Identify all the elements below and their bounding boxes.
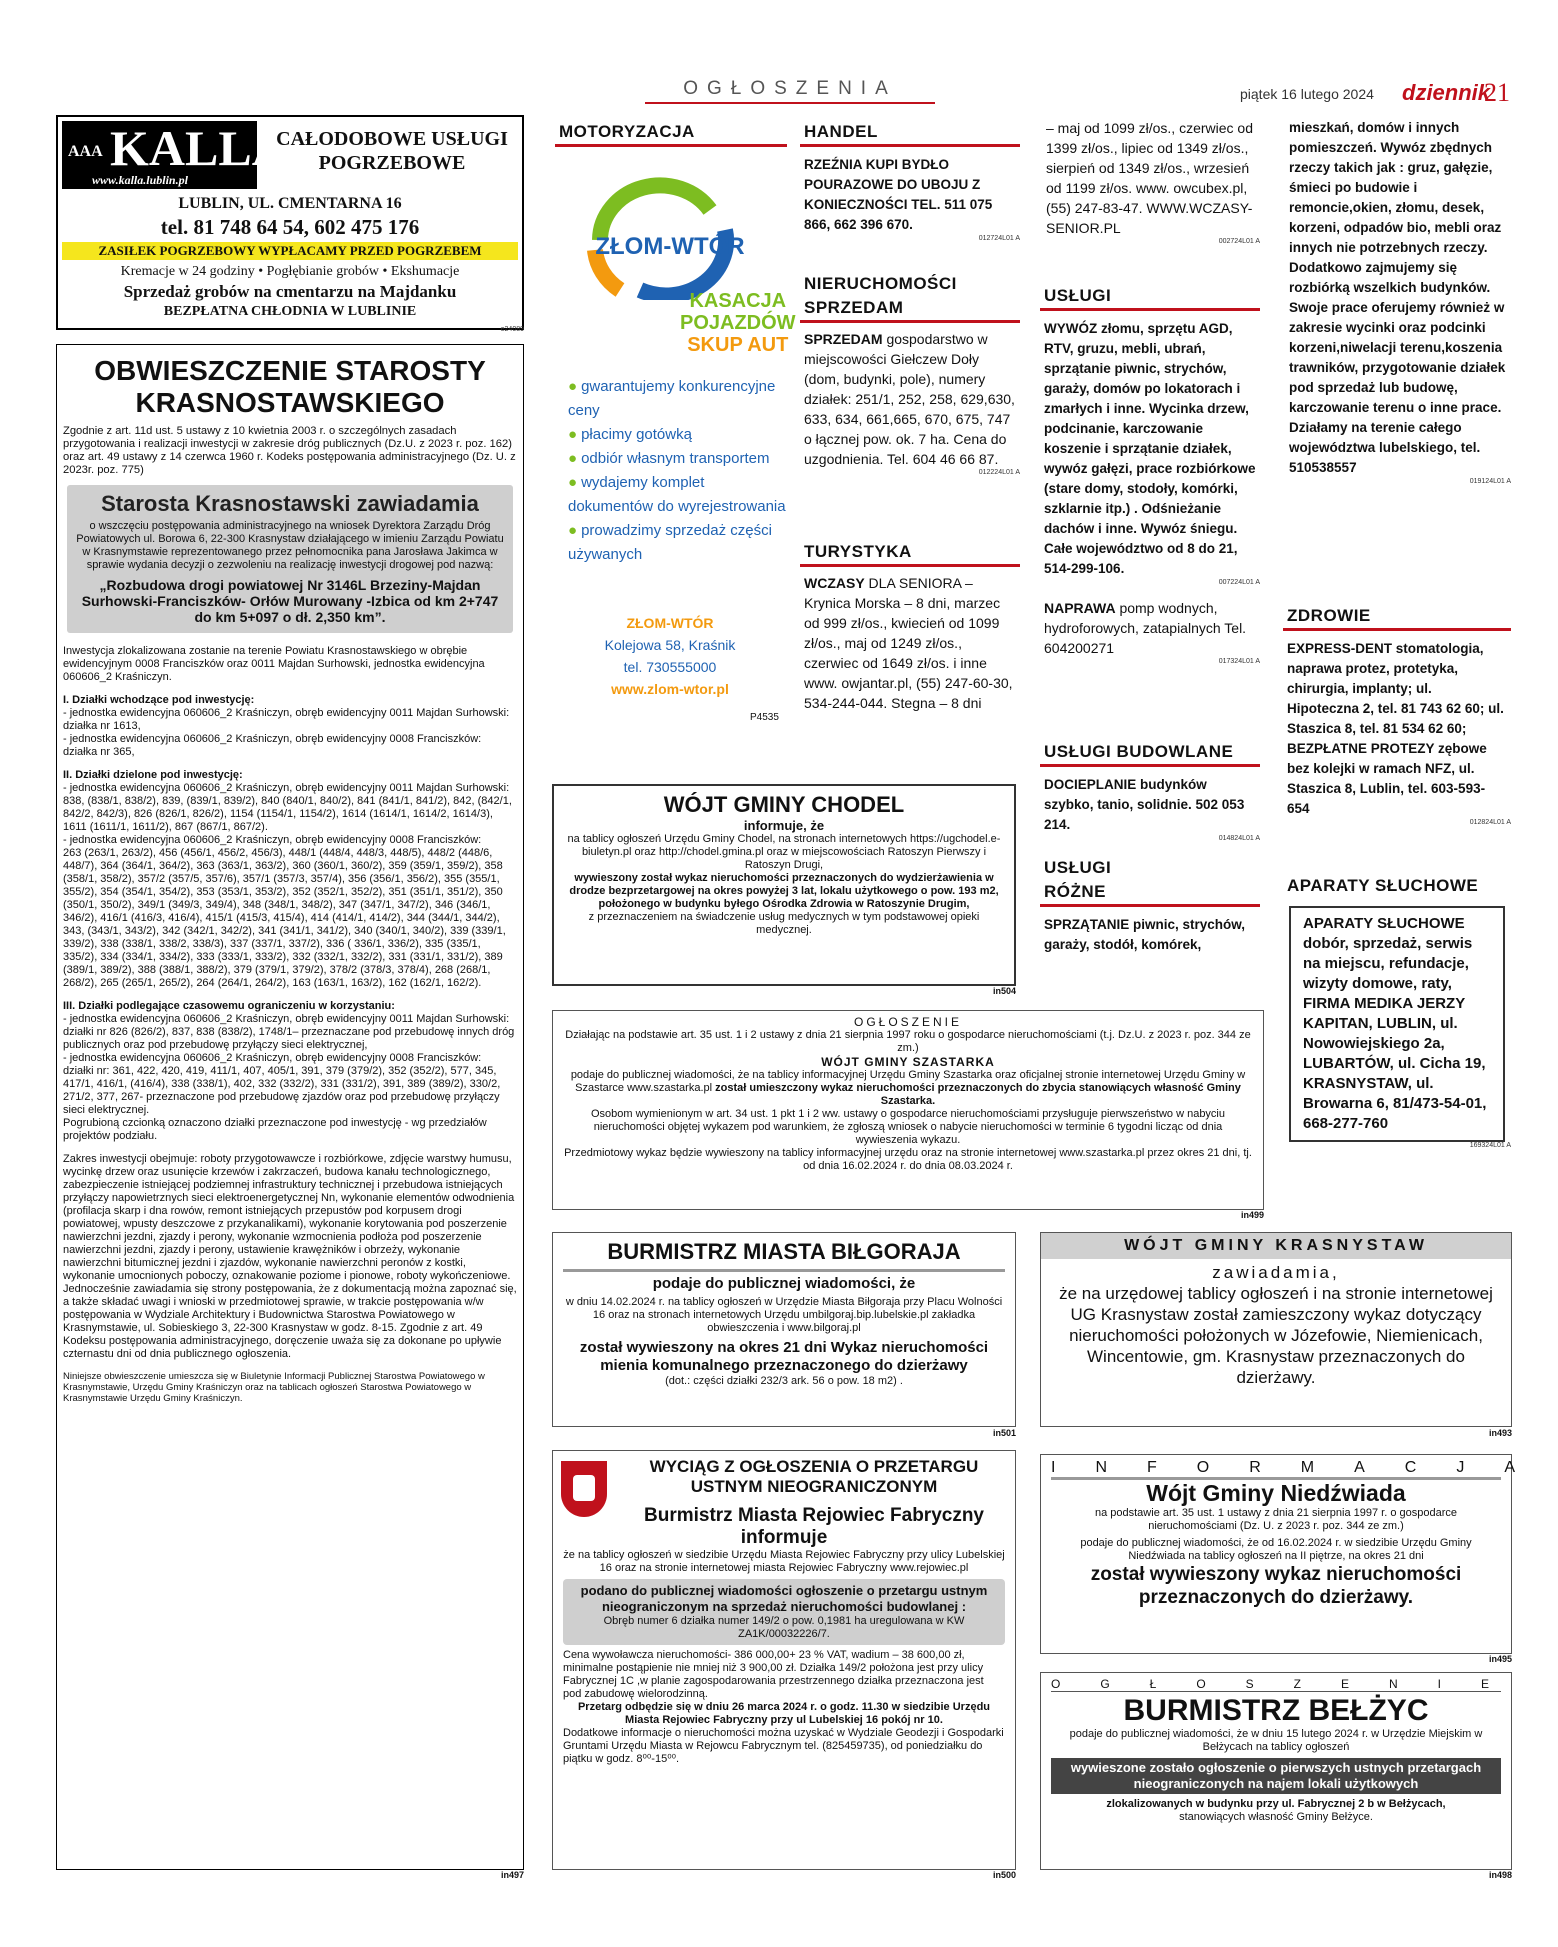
bilgoraj-p3: (dot.: części działki 232/3 ark. 56 o pow. 18 m2) . xyxy=(665,1375,903,1387)
szastarka-p2 xyxy=(563,1069,1253,1108)
budowlane-section xyxy=(1040,740,1260,842)
bullet-item: ● płacimy gotówką xyxy=(568,423,788,447)
rejowiec-p3: Przetarg odbędzie się w dniu 26 marca 2024 r. o godz. 11.30 w siedzibie Urzędu Miasta Rejowiec Fabryczny przy ul Lubelskiej 16 pokój nr 10. xyxy=(577,1701,991,1726)
bullet-item: ● odbiór własnym transportem xyxy=(568,447,788,471)
uslugi-naprawa xyxy=(1040,598,1260,658)
aparaty-code: 169324L01 A xyxy=(1469,1142,1511,1149)
krasnystaw-sub: zawiadamia, xyxy=(1212,1263,1340,1282)
motoryzacja-contact xyxy=(580,612,760,700)
zdrowie-code: 012824L01 A xyxy=(1469,819,1511,826)
budowlane-header: USŁUGI BUDOWLANE xyxy=(1040,740,1260,767)
krasnystaw-text: że na urzędowej tablicy ogłoszeń i na stronie internetowej UG Krasnystaw został zamieszczony wykaz dotyczący nieruchomości położonych w Józefowie, Niemienicach, Wincentowie, gm. Krasnystaw przeznaczonych do dzierżawy. xyxy=(1059,1284,1493,1387)
rozne-cont: mieszkań, domów i innych pomieszczeń. Wywóz zbędnych rzeczy takich jak : gruz, gałęzie, śmieci po budowie i remoncie,okien, złomu, desek, korzeni, odpadów bio, mebli oraz innych nie potrzebnych rzeczy. Dodatkowo zajmujemy się rozbiórką wszelkich budynków. Swoje prace oferujemy również w zakresie wycinki oraz podcinki korzeni,niwelacji terenu,koszenia trawników, przygotowanie działek pod sprzedaż lub budowę, karczowanie terenu o inne prace. Działamy na terenie całego województwa lubelskiego, tel. 510538557 xyxy=(1289,120,1506,475)
motoryzacja-bullets xyxy=(568,375,788,567)
rejowiec-p2: Cena wywoławcza nieruchomości- 386 000,00+ 23 % VAT, wadium – 38 600,00 zł, minimalne postąpienie nie mniej niż 3 900,00 zł. Działka 149/2 położona jest przy ulicy Fabrycznej 1C ,w planie zagospodarowania przestrzennego działka przeznaczona jest pod zabudowę wielorodzinną. xyxy=(563,1649,984,1700)
kalla-title-line2: POGRZEBOWE xyxy=(318,152,466,174)
chodel-notice xyxy=(552,784,1016,986)
belzyce-p1: podaje do publicznej wiadomości, że w dniu 15 lutego 2024 r. w Urzędzie Miejskim w Bełżycach na tablicy ogłoszeń xyxy=(1069,1728,1483,1753)
uslugi-section xyxy=(1040,284,1260,665)
aparaty-section xyxy=(1283,874,1511,1149)
uslugi-code2: 017324L01 A xyxy=(1218,658,1260,665)
brand-logo: dziennik xyxy=(1402,80,1491,105)
turystyka-code: 002724L01 A xyxy=(1218,238,1260,245)
motoryzacja-section xyxy=(555,120,787,147)
turystyka-continued xyxy=(1042,118,1260,245)
starosta-footer: Niniejsze obwieszczenie umieszcza się w Biuletynie Informacji Publicznej Starostwa Powiatowego w Krasnymstawie, Urzędu Gminy Kraśniczyn oraz na tablicach ogłoszeń Starostwa Powiatowego w Krasnymstawie Urzędu Gminy Kraśniczyn. xyxy=(63,1371,485,1404)
rejowiec-box1: podano do publicznej wiadomości ogłoszenie o przetargu ustnym nieograniczonym na sprzedaż nieruchomości budowlanej : xyxy=(580,1583,988,1614)
bilgoraj-title: BURMISTRZ MIASTA BIŁGORAJA xyxy=(607,1239,961,1264)
belzyce-p2: zlokalizowanych w budynku przy ul. Fabrycznej 2 b w Bełżycach, xyxy=(1106,1798,1446,1810)
uslugi-naprawa-lead: NAPRAWA xyxy=(1044,600,1116,616)
rejowiec-title2: USTNYM NIEOGRANICZONYM xyxy=(690,1477,938,1496)
szastarka-p2-body: podaje do publicznej wiadomości, że na tablicy informacyjnej Urzędu Gminy Szastarka oraz oficjalnej stronie internetowej Urzędu Gminy w Szastarce www.szastarka.pl xyxy=(570,1069,1246,1094)
starosta-s3-text: - jednostka ewidencyjna 060606_2 Kraśniczyn, obręb ewidencyjny 0011 Majdan Surhowski: działki nr 826 (826/2), 837, 838 (838/2), 1748/1– przeznaczane pod przebudowę innych dróg publicznych oraz pod przebudowę przyłączy sieci elektrycznej, - jednostka ewidencyjna 060606_2 Kraśniczyn, obręb ewidencyjny 0008 Franciszków: działki nr: 361, 422, 420, 419, 411/1, 407, 405/1, 391, 379 (379/2), 352 (352/2), 577, 345, 417/1, 416/1, (416/4), 338 (338/1), 402, 332 (332/2), 331 (331/2), 391, 389 (389/2), 330/2, 271/2, 377, 267- przeznaczone pod przebudowę zjazdów oraz pod przebudowę przyłączy sieci elektrycznej. Pogrubioną czcionką oznaczono działki przeznaczone pod inwestycję - wg przedziałów projektów podziału. xyxy=(63,1013,515,1142)
rozne-section xyxy=(1040,856,1260,955)
kalla-aaa: AAA xyxy=(68,143,103,160)
chodel-p1: na tablicy ogłoszeń Urzędu Gminy Chodel, na stronach internetowych https://ugchodel.e-biuletyn.pl oraz http://chodel.gmina.pl oraz w miejscowościach Ratoszyn Pierwszy i Ratoszyn Drugi, xyxy=(567,833,1001,871)
kalla-cemetery: Sprzedaż grobów na cmentarzu na Majdanku xyxy=(123,282,457,301)
starosta-box-project: „Rozbudowa drogi powiatowej Nr 3146L Brzeziny-Majdan Surhowski-Franciszków- Orłów Murowany -Izbica od km 2+747 do km 5+097 o dł. 2,350 km”. xyxy=(81,577,499,625)
issue-date: piątek 16 lutego 2024 xyxy=(1240,86,1374,102)
budowlane-code: 014824L01 A xyxy=(1218,835,1260,842)
uslugi-header: USŁUGI xyxy=(1040,284,1260,311)
starosta-scope: Zakres inwestycji obejmuje: roboty przygotowawcze i rozbiórkowe, zdjęcie warstwy humusu, wycinkę drzew oraz usunięcie krzewów i zakrzaczeń, budowa kanału technologicznego, zabezpieczenie istniejącej podziemnej infrastruktury technicznej i przebudowa istniejących przyłączy napowietrznych sieci elektroenergetycznej Nn, wykonanie elementów odwodnienia (profilacja skarp i dna rowów, remont istniejących przepustów pod korpusem drogi powiatowej, wpusty deszczowe z przykanalikami), wykonanie korytowania pod poszerzenie nawierzchni jezdni, zjazdy i perony, wykonanie wzmocnienia podłoża pod poszerzenie nawierzchni jezdni, zjazdy i perony, ustawienie krawężników i obrzeży, wykonanie nawierzchni bitumicznej jezdni i zjazdów, wykonanie nawierzchni peronów z kostki, wykonanie umocnionych poboczy, oznakowanie poziome i pionowe, roboty wykończeniowe. Jednocześnie zawiadamia się strony postępowania, że z dokumentacją można zapoznać się, a także składać uwagi i wnioski w przedmiotowej sprawie, w trakcie postępowania w/w postępowania w Wydziale Architektury i Budownictwa Starostwa Powiatowego w Krasnymstawie, ul. Sobieskiego 3, 22-300 Krasnystaw w godz. 8-15. Zgodnie z art. 49 Kodeksu postępowania administracyjnego, doręczenie uważa się za dokonane po upływie czternastu dni od dnia publicznego ogłoszenia. xyxy=(63,1153,517,1360)
starosta-s1-text: - jednostka ewidencyjna 060606_2 Kraśniczyn, obręb ewidencyjny 0011 Majdan Surhowski: działka nr 1613, - jednostka ewidencyjna 060606_2 Kraśniczyn, obręb ewidencyjny 0008 Franciszków: działka nr 365, xyxy=(63,707,510,758)
szastarka-label: OGŁOSZENIE xyxy=(853,1015,963,1029)
handel-header: HANDEL xyxy=(800,120,1020,147)
page-header-section xyxy=(645,78,935,104)
aparaty-text: APARATY SŁUCHOWE dobór, sprzedaż, serwis na miejscu, refundacje, wizyty domowe, raty, FIRMA MEDIKA JERZY KAPITAN, LUBLIN, ul. Nowowiejskiego 2a, LUBARTÓW, ul. Cicha 19, KRASNYSTAW, ul. Browarna 6, 81/473-54-01, 668-277-760 xyxy=(1303,915,1487,1132)
bullet-item: ● prowadzimy sprzedaż części używanych xyxy=(568,519,788,567)
kalla-services: Kremacje w 24 godziny • Pogłębianie grobów • Ekshumacje xyxy=(120,264,460,279)
kalla-title-line1: CAŁODOBOWE USŁUGI xyxy=(276,128,508,150)
belzyce-title: BURMISTRZ BEŁŻYC xyxy=(1123,1694,1429,1727)
nieruchomosci-lead: SPRZEDAM xyxy=(804,331,883,347)
chodel-p3: z przeznaczeniem na świadczenie usług medycznych w tym podstawowej opieki medycznej. xyxy=(588,911,980,936)
motoryzacja-phone: tel. 730555000 xyxy=(623,659,717,675)
uslugi-text: WYWÓZ złomu, sprzętu AGD, RTV, gruzu, mebli, ubrań, sprzątanie piwnic, strychów, garaży, domów po lokatorach i zmarłych i inne. Wycinka drzew, podcinanie, karczowanie koszenie i sprzątanie działek, wywóz gałęzi, prace rozbiórkowe (stare domy, stodoły, komórki, szklarnie itp.) . Odśnieżanie dachów i inne. Wywóz śniegu. Całe województwo od 8 do 21, 514-299-106. xyxy=(1044,321,1256,576)
niedzwiada-notice xyxy=(1040,1454,1555,1654)
szastarka-notice xyxy=(552,1010,1264,1210)
belzyce-label: OGŁOSZENIE xyxy=(1051,1677,1530,1691)
rejowiec-p1: że na tablicy ogłoszeń w siedzibie Urzędu Miasta Rejowiec Fabryczny przy ulicy Lubelskiej 16 oraz na stronie internetowej miasta Rejowiec Fabryczny www.rejowiec.pl xyxy=(563,1549,1005,1574)
belzyce-code: in498 xyxy=(1488,1870,1512,1880)
kalla-code: e24089 xyxy=(500,326,524,333)
bullet-item: ● gwarantujemy konkurencyjne ceny xyxy=(568,375,788,423)
handel-text: RZEŹNIA KUPI BYDŁO POURAZOWE DO UBOJU Z KONIECZNOŚCI TEL. 511 075 866, 662 396 670. xyxy=(804,157,993,232)
motoryzacja-name: ZŁOM-WTÓR xyxy=(626,615,714,631)
motoryzacja-code: P4535 xyxy=(750,712,779,723)
nieruchomosci-code: 012224L01 A xyxy=(978,469,1020,476)
belzyce-banner: wywieszone zostało ogłoszenie o pierwszych ustnych przetargach nieograniczonych na najem lokali użytkowych xyxy=(1051,1758,1501,1794)
starosta-s1-title: I. Działki wchodzące pod inwestycję: xyxy=(63,694,255,706)
kasacja-text: KASACJA xyxy=(689,290,787,312)
rejowiec-sub2: informuje xyxy=(740,1527,828,1548)
starosta-title1: OBWIESZCZENIE STAROSTY xyxy=(94,355,486,386)
starosta-location: Inwestycja zlokalizowana zostanie na terenie Powiatu Krasnostawskiego w obrębie ewidencyjnym 0008 Franciszków oraz 0011 Majdan Surhowski, jednostka ewidencyjna 060606_2 Kraśniczyn. xyxy=(63,645,485,683)
motoryzacja-www: www.zlom-wtor.pl xyxy=(611,681,729,697)
turystyka-cont: – maj od 1099 zł/os., czerwiec od 1399 zł/os., lipiec od 1349 zł/os., sierpień od 1349 zł/os., wrzesień od 1199 zł/os. www. owcubex.pl, (55) 247-83-47. WWW.WCZASY-SENIOR.PL xyxy=(1046,120,1253,236)
chodel-sub: informuje, że xyxy=(743,818,825,833)
kalla-phone: tel. 81 748 64 54, 602 475 176 xyxy=(160,215,420,239)
nieruchomosci-section xyxy=(800,272,1020,476)
starosta-box xyxy=(67,485,513,633)
rejowiec-box xyxy=(563,1579,1005,1645)
kalla-title xyxy=(263,127,521,175)
rejowiec-notice xyxy=(552,1450,1016,1870)
belzyce-p3: stanowiących własność Gminy Bełżyce. xyxy=(1179,1811,1373,1823)
nieruchomosci-body: gospodarstwo w miejscowości Giełczew Doły (dom, budynki, pole), numery działek: 251/1, 252, 258, 629,630, 633, 634, 661,665, 670, 675, 747 o łącznej pow. ok. 7 ha. Cena do uzgodnienia. Tel. 604 46 66 87. xyxy=(804,331,1015,467)
kalla-logo xyxy=(62,120,288,189)
niedzwiada-title: Wójt Gminy Niedźwiada xyxy=(1051,1477,1501,1507)
bilgoraj-code: in501 xyxy=(992,1428,1016,1438)
starosta-box-title: Starosta Krasnostawski zawiadamia xyxy=(101,491,479,516)
bilgoraj-notice xyxy=(552,1232,1016,1427)
kalla-name: KALLA xyxy=(110,120,288,176)
bilgoraj-p1: w dniu 14.02.2024 r. na tablicy ogłoszeń w Urzędzie Miasta Biłgoraja przy Placu Wolności 16 oraz na stronach internetowych Urzędu umbilgoraj.bip.lubelskie.pl zakładka obwieszczenia i www.bilgoraj.pl xyxy=(565,1296,1003,1334)
starosta-title2: KRASNOSTAWSKIEGO xyxy=(135,387,445,418)
rejowiec-box2: Obręb numer 6 działka numer 149/2 o pow. 0,1981 ha uregulowana w KW ZA1K/00032226/7. xyxy=(603,1615,965,1640)
niedzwiada-p1: na podstawie art. 35 ust. 1 ustawy z dnia 21 sierpnia 1997 r. o gospodarce nieruchomościami (Dz. U. z 2023 r. poz. 344 ze zm.) xyxy=(1094,1507,1457,1532)
krasnystaw-code: in493 xyxy=(1488,1428,1512,1438)
szastarka-p3: Osobom wymienionym w art. 34 ust. 1 pkt 1 i 2 ww. ustawy o gospodarce nieruchomościami przysługuje pierwszeństwo w nabyciu nieruchomości objętej wykazem pod warunkiem, że zgłoszą wniosek o nabycie nieruchomości w terminie 6 tygodni licząc od dnia wywieszenia wykazu. xyxy=(591,1108,1225,1146)
nieruchomosci-text xyxy=(800,329,1020,469)
chodel-p2: wywieszony został wykaz nieruchomości przeznaczonych do wydzierżawienia w drodze bezprzetargowej na okres powyżej 3 lat, lokalu użytkowego o pow. 193 m2, położonego w budynku byłego Ośrodka Zdrowia w Ratoszynie Drugim, xyxy=(569,872,999,910)
starosta-code: in497 xyxy=(500,1870,524,1880)
niedzwiada-p2: podaje do publicznej wiadomości, że od 16.02.2024 r. w siedzibie Urzędu Gminy Niedźwiada na tablicy ogłoszeń na II piętrze, na okres 21 dni xyxy=(1080,1537,1472,1562)
starosta-intro: Zgodnie z art. 11d ust. 5 ustawy z 10 kwietnia 2003 r. o szczególnych zasadach przygotowania i realizacji inwestycji w zakresie dróg publicznych (Dz.U. z 2023 r. poz. 162) oraz art. 49 ustawy z 14 czerwca 1960 r. Kodeks postępowania administracyjnego (Dz. U. z 2023r. poz. 775) xyxy=(63,425,516,476)
rejowiec-code: in500 xyxy=(992,1870,1016,1880)
zdrowie-section xyxy=(1283,604,1511,826)
rejowiec-title1: WYCIĄG Z OGŁOSZENIA O PRZETARGU xyxy=(649,1457,979,1476)
nieruchomosci-header: NIERUCHOMOŚCI xyxy=(800,272,1020,296)
szastarka-p4: Przedmiotowy wykaz będzie wywieszony na tablicy informacyjnej urzędu oraz na stronie internetowej www.szastarka.pl przez okres 21 dni, tj. od dnia 16.02.2024 r. do dnia 08.03.2024 r. xyxy=(564,1147,1252,1172)
aparaty-header: APARATY SŁUCHOWE xyxy=(1283,874,1511,898)
starosta-s2-title: II. Działki dzielone pod inwestycję: xyxy=(63,769,243,781)
rozne-header: USŁUGI xyxy=(1040,856,1260,880)
rozne-sub: RÓŻNE xyxy=(1040,880,1260,907)
section-title: OGŁOSZENIA xyxy=(683,78,897,99)
rejowiec-sub1: Burmistrz Miasta Rejowiec Fabryczny xyxy=(644,1505,984,1526)
budowlane-text: DOCIEPLANIE budynków szybko, tanio, solidnie. 502 053 214. xyxy=(1044,777,1245,832)
kalla-address: LUBLIN, UL. CMENTARNA 16 xyxy=(178,195,402,212)
turystyka-body: DLA SENIORA – Krynica Morska – 8 dni, marzec od 999 zł/os., kwiecień od 1099 zł/os., maj od 1249 zł/os., czerwiec od 1649 zł/os. i inne www. owjantar.pl, (55) 247-60-30, 534-244-044. Stegna – 8 dni xyxy=(804,575,1013,711)
starosta-s3-title: III. Działki podlegające czasowemu ograniczeniu w korzystaniu: xyxy=(63,1000,395,1012)
szastarka-p2-bold: został umieszczony wykaz nieruchomości przeznaczonych do zbycia stanowiących własność Gminy Szastarka. xyxy=(715,1082,1241,1107)
chodel-title: WÓJT GMINY CHODEL xyxy=(663,792,905,817)
kasacja-block xyxy=(680,290,796,356)
kalla-ad xyxy=(56,115,524,330)
handel-code: 012724L01 A xyxy=(978,235,1020,242)
niedzwiada-label: INFORMACJA xyxy=(1051,1459,1555,1476)
rozne-continued xyxy=(1285,118,1511,485)
szastarka-title: WÓJT GMINY SZASTARKA xyxy=(821,1055,995,1069)
rozne-code: 019124L01 A xyxy=(1469,478,1511,485)
page-number: 21 xyxy=(1484,78,1510,107)
nieruchomosci-sub: SPRZEDAM xyxy=(800,296,1020,323)
niedzwiada-code: in495 xyxy=(1488,1654,1512,1664)
starosta-box-text: o wszczęciu postępowania administracyjnego na wniosek Dyrektora Zarządu Dróg Powiatowych ul. Borowa 6, 22-300 Krasnystaw działającego w imieniu Zarządu Powiatu w Krasnymstawie reprezentowanego przez pełnomocnika pana Jarosława Jakimca w sprawie wydania decyzji o zezwoleniu na realizację inwestycji drogowej pod nazwą: xyxy=(76,520,504,571)
chodel-code: in504 xyxy=(992,986,1016,996)
rozne-text: SPRZĄTANIE piwnic, strychów, garaży, stodół, komórek, xyxy=(1044,917,1246,952)
turystyka-header: TURYSTYKA xyxy=(800,540,1020,567)
niedzwiada-p3: został wywieszony wykaz nieruchomości przeznaczonych do dzierżawy. xyxy=(1090,1564,1462,1608)
kalla-banner: ZASIŁEK POGRZEBOWY WYPŁACAMY PRZED POGRZEBEM xyxy=(62,242,518,260)
bilgoraj-p2: został wywieszony na okres 21 dni Wykaz nieruchomości mienia komunalnego przeznaczonego do dzierżawy xyxy=(579,1339,989,1374)
zdrowie-text: EXPRESS-DENT stomatologia, naprawa protez, protetyka, chirurgia, implanty; ul. Hipoteczna 2, tel. 81 743 62 60; ul. Staszica 8, tel. 81 534 62 60; BEZPŁATNE PROTEZY zębowe bez kolejki w ramach NFZ, ul. Staszica 8, Lublin, tel. 603-593-654 xyxy=(1287,641,1504,816)
szastarka-p1: Działając na podstawie art. 35 ust. 1 i 2 ustawy z dnia 21 sierpnia 1997 roku o gospodarce nieruchomościami (t.j. Dz.U. z 2023 r. poz. 344 ze zm.) xyxy=(565,1029,1251,1054)
starosta-s2-text: - jednostka ewidencyjna 060606_2 Kraśniczyn, obręb ewidencyjny 0011 Majdan Surhowski: 838, (838/1, 838/2), 839, (839/1, 839/2), 840 (840/1, 840/2), 841 (841/1, 841/2), 842, (842/1, 842/2, 842/3), 826 (826/1, 826/2), 1154 (1154/1, 1154/2), 1614 (1614/1, 1614/2, 1614/3), 1611 (1611/1, 1611/2), 867 (867/1, 867/2). - jednostka ewidencyjna 060606_2 Kraśniczyn, obręb ewidencyjny 0008 Franciszków: 263 (263/1, 263/2), 456 (456/1, 456/2, 456/3), 448/1 (448/4, 448/3, 448/5), 448/2 (448/6, 448/7), 364 (364/1, 364/2), 363 (363/1, 363/2), 360 (360/1, 360/2), 359 (359/1, 359/2), 358 (358/1, 358/2), 357/2 (357/5, 357/6), 357/1 (357/3, 357/4), 356 (356/1, 356/2), 355 (355/1, 355/2), 354 (354/1, 354/2), 353 (353/1, 353/2), 352 (352/1, 352/2), 351 (351/1, 351/2), 350 (350/1, 350/2), 349/1 (349/3, 349/4), 348 (348/1, 348/2), 347 (347/1, 347/2), 346 (346/1, 346/2), 416/1 (416/3, 416/4), 415/1 (415/3, 415/4), 414 (414/1, 414/2), 344 (344/1, 344/2), 343, (343/1, 343/2), 342 (342/1, 342/2), 341 (341/1, 341/2), 340 (340/1, 340/2), 339 (339/1, 339/2), 338 (338/1, 338/2, 338/3), 337 (337/1, 337/2), 336 ( 336/1, 336/2), 335 (335/1, 335/2), 334 (334/1, 334/2), 333 (333/1, 333/2), 332 (332/1, 332/2), 331 (331/1, 331/2), 389 (389/1, 389/2), 388 (388/1, 388/2), 379 (379/1, 379/2), 378/2 (378/3, 378/4), 268 (268/1, 268/2), 265 (265/1, 265/2), 264 (264/1, 264/2), 163 (163/1, 163/2), 162 (162/1, 162/2). xyxy=(63,782,512,989)
turystyka-lead: WCZASY xyxy=(804,575,865,591)
bilgoraj-sub: podaje do publicznej wiadomości, że xyxy=(563,1269,1005,1292)
motoryzacja-logo-text: ZŁOM-WTÓR xyxy=(595,233,745,260)
motoryzacja-header: MOTORYZACJA xyxy=(555,120,787,147)
turystyka-text xyxy=(800,573,1020,713)
szastarka-code: in499 xyxy=(1240,1210,1264,1220)
kalla-url: www.kalla.lublin.pl xyxy=(92,173,188,187)
krasnystaw-notice xyxy=(1040,1232,1512,1427)
bullet-item: ● wydajemy komplet dokumentów do wyrejestrowania xyxy=(568,471,788,519)
rejowiec-crest-icon xyxy=(561,1461,607,1517)
pojazdow-text: POJAZDÓW xyxy=(680,312,796,334)
uslugi-naprawa-body: pomp wodnych, hydroforowych, zatapialnych Tel. 604200271 xyxy=(1044,600,1247,656)
starosta-notice xyxy=(56,344,524,1870)
skup-text: SKUP AUT xyxy=(687,334,789,356)
kalla-cold: BEZPŁATNA CHŁODNIA W LUBLINIE xyxy=(163,304,417,319)
motoryzacja-address: Kolejowa 58, Kraśnik xyxy=(604,637,736,653)
zdrowie-header: ZDROWIE xyxy=(1283,604,1511,631)
rejowiec-p4: Dodatkowe informacje o nieruchomości można uzyskać w Wydziale Geodezji i Gospodarki Gruntami Urzędu Miasta w Rejowcu Fabrycznym tel. (825459735), od poniedziałku do piątku w godz. 8⁰⁰-15⁰⁰. xyxy=(563,1727,1004,1765)
krasnystaw-title: WÓJT GMINY KRASNYSTAW xyxy=(1041,1233,1511,1259)
belzyce-notice xyxy=(1040,1672,1530,1870)
handel-section xyxy=(800,120,1020,242)
turystyka-section xyxy=(800,540,1020,713)
uslugi-code1: 007224L01 A xyxy=(1218,579,1260,586)
